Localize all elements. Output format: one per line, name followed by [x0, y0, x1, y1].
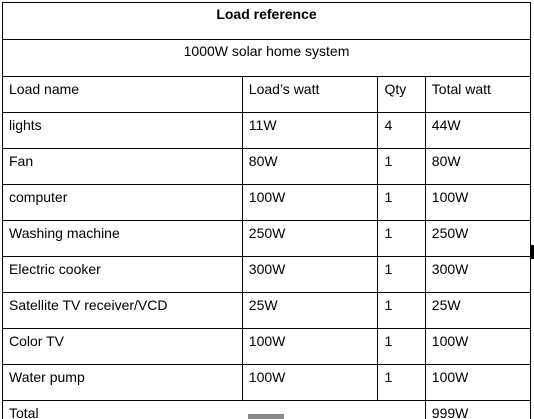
table-row [3, 257, 531, 293]
qty-cell: 4 [378, 113, 425, 149]
total-watt-cell: 100W [425, 365, 530, 401]
load-watt-cell: 11W [242, 113, 378, 149]
table-header-row [3, 77, 531, 113]
total-label: Total [3, 401, 426, 419]
table-row [3, 221, 531, 257]
header-load-watt: Load’s watt [242, 77, 378, 113]
table-title: Load reference [3, 3, 531, 40]
table-row [3, 113, 531, 149]
table-row [3, 293, 531, 329]
qty-cell: 1 [378, 185, 425, 221]
load-name-cell: Color TV [3, 329, 243, 365]
qty-cell: 1 [378, 329, 425, 365]
load-watt-cell: 250W [242, 221, 378, 257]
total-watt-cell: 44W [425, 113, 530, 149]
total-watt-cell: 250W [425, 221, 530, 257]
load-watt-cell: 100W [242, 365, 378, 401]
total-watt-cell: 80W [425, 149, 530, 185]
total-watt-cell: 100W [425, 329, 530, 365]
table-row [3, 365, 531, 401]
total-watt-cell: 25W [425, 293, 530, 329]
total-watt-cell: 300W [425, 257, 530, 293]
table-subtitle: 1000W solar home system [3, 40, 531, 77]
load-watt-cell: 25W [242, 293, 378, 329]
load-name-cell: Fan [3, 149, 243, 185]
table-row [3, 329, 531, 365]
qty-cell: 1 [378, 293, 425, 329]
load-watt-cell: 100W [242, 329, 378, 365]
load-reference-table [2, 2, 531, 419]
load-watt-cell: 100W [242, 185, 378, 221]
header-load-name: Load name [3, 77, 243, 113]
table-title-row [3, 3, 531, 40]
qty-cell: 1 [378, 221, 425, 257]
load-name-cell: Washing machine [3, 221, 243, 257]
load-name-cell: Water pump [3, 365, 243, 401]
qty-cell: 1 [378, 149, 425, 185]
total-value: 999W [425, 401, 530, 419]
bottom-edge-marker [248, 414, 284, 419]
load-name-cell: Satellite TV receiver/VCD [3, 293, 243, 329]
load-name-cell: lights [3, 113, 243, 149]
qty-cell: 1 [378, 365, 425, 401]
header-qty: Qty [378, 77, 425, 113]
load-name-cell: computer [3, 185, 243, 221]
table-row [3, 149, 531, 185]
load-watt-cell: 80W [242, 149, 378, 185]
qty-cell: 1 [378, 257, 425, 293]
load-watt-cell: 300W [242, 257, 378, 293]
load-name-cell: Electric cooker [3, 257, 243, 293]
header-total-watt: Total watt [425, 77, 530, 113]
table-row [3, 185, 531, 221]
total-watt-cell: 100W [425, 185, 530, 221]
table-subtitle-row [3, 40, 531, 77]
